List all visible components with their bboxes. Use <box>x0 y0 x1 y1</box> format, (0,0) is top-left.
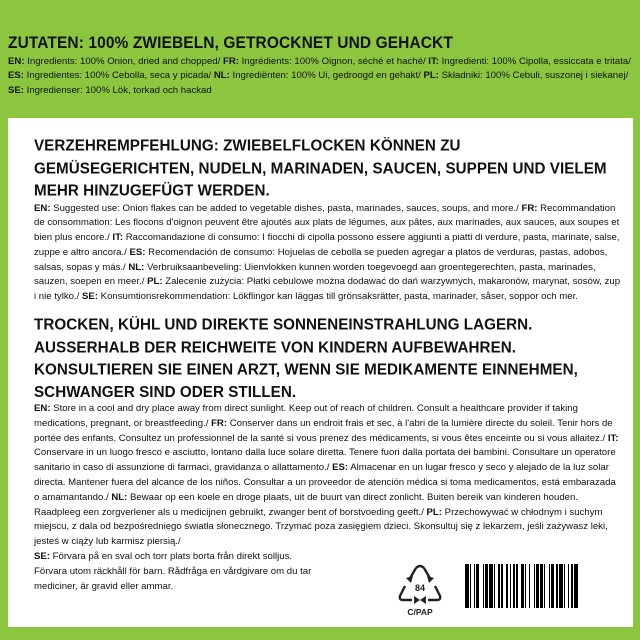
ingredients-es: Ingredientes: 100% Cebolla, seca y picada/ <box>24 70 214 82</box>
lang-code-en: EN: <box>34 202 51 214</box>
storage-se: Förvara på en sval och torr plats borta från direkt solljus. Förvara utom räckhåll för barn. Rådfråga en vårdgivare om du tar mediciner, är gravid eller ammar. <box>34 551 312 592</box>
lang-code-se: SE: <box>8 84 24 96</box>
lang-code-fr: FR: <box>521 202 538 214</box>
lang-code-en: EN: <box>8 56 25 67</box>
label-panel <box>8 118 633 627</box>
lang-code-nl: NL: <box>111 491 128 503</box>
storage-it: Conservare in un luogo fresco e asciutto, lontano dalla luce solare diretta. Tenere fuori dalla portata dei bambini. Consultare un operatore sanitario in caso di assunzione di farmaci, gravidanza o allattamento./ <box>34 447 616 474</box>
lang-code-pl: PL: <box>423 70 439 82</box>
usage-section <box>34 135 622 305</box>
usage-fr: Recommandation de consommation: Les flocons d'oignon peuvent être ajoutés aux plats de légumes, aux pâtes, aux marinades, aux sauces, aux soupes et bien plus encore./ <box>34 202 620 244</box>
ingredients-pl: Składniki: 100% Cebuli, suszonej i siekanej/ <box>438 70 629 82</box>
lang-code-nl: NL: <box>213 70 230 82</box>
usage-nl: Verbruiksaanbeveling: Uienvlokken kunnen worden toegevoegd aan groentegerechten, pasta, marinades, sauzen, soepen en meer./ <box>34 261 596 288</box>
usage-en: Suggested use: Onion flakes can be added to vegetable dishes, pasta, marinades, sauces, soups, and more./ <box>50 202 522 214</box>
lang-code-es: ES: <box>332 462 349 474</box>
ingredients-fr: Ingrédients: 100% Oignon, séché et haché/ <box>238 56 429 67</box>
lang-code-fr: FR: <box>222 56 239 67</box>
storage-en: Store in a cool and dry place away from direct sunlight. Keep out of reach of children. Consult a healthcare provider if taking medications, pregnant, or breastfeeding./ <box>34 403 578 429</box>
ingredients-en: Ingredients: 100% Onion, dried and chopped/ <box>24 56 223 67</box>
storage-section <box>34 314 622 594</box>
storage-es: Almacenar en un lugar fresco y seco y alejado de la luz solar directa. Mantener fuera del alcance de los niños. Consultar a un proveedor de atención médica si toma medicamentos, está embarazada o amamantando./ <box>34 462 616 503</box>
lang-code-pl: PL: <box>147 276 163 288</box>
barcode-gap <box>578 564 581 608</box>
storage-pl: Przechowywać w chłodnym i suchym miejscu, z dala od bezpośredniego światła słonecznego. Trzymać poza zasięgiem dzieci. Skonsultuj się z lekarzem, jeśli zażywasz leki, jesteś w ciąży lub karmisz piersią./ <box>34 506 608 548</box>
ingredients-section <box>0 0 640 118</box>
storage-nl: Bewaar op een koele en droge plaats, uit de buurt van direct zonlicht. Buiten bereik van kinderen houden. Raadpleeg een zorgverlener als u medicijnen gebruikt, zwanger bent of borstvoeding geeft./ <box>34 491 578 518</box>
recycle-label: C/PAP <box>407 607 433 617</box>
recycle-number: 84 <box>414 583 426 593</box>
recycling-triangle-icon <box>397 562 443 618</box>
lang-code-it: IT: <box>607 432 619 444</box>
storage-fr: Conserver dans un endroit frais et sec, à l'abri de la lumière directe du soleil. Tenir hors de portée des enfants. Consultez un professionnel de la santé si vous prenez des médicaments, si vous êtes enceinte ou si vous allaitez./ <box>34 417 613 444</box>
lang-code-nl: NL: <box>128 261 145 273</box>
lang-code-it: IT: <box>428 56 439 67</box>
lang-code-pl: PL: <box>426 506 442 518</box>
usage-it: Raccomandazione di consumo: I fiocchi di cipolla possono essere aggiunti a piatti di verdure, pasta, marinate, salse, zuppe e altro ancora./ <box>34 232 620 258</box>
ingredients-nl: Ingrediënten: 100% Ui, gedroogd en gehakt/ <box>229 70 424 82</box>
lang-code-es: ES: <box>129 246 146 258</box>
storage-se-block <box>34 550 324 594</box>
ingredients-translations <box>8 55 632 98</box>
lang-code-se: SE: <box>34 551 50 563</box>
barcode-icon <box>465 564 610 608</box>
usage-translations <box>34 202 622 306</box>
usage-title: VERZEHREMPFEHLUNG: ZWIEBELFLOCKEN KÖNNEN ZU GEMÜSEGERICHTEN, NUDELN, MARINADEN, SAUCEN, SUPPEN UND VIELEM MEHR HINZUGEFÜGT WERDEN. <box>34 137 607 200</box>
lang-code-en: EN: <box>34 403 51 415</box>
lang-code-it: IT: <box>112 232 124 244</box>
usage-se: Konsumtionsrekommendation: Lökflingor kan läggas till grönsaksrätter, pasta, marinader, såser, soppor och mer. <box>98 291 578 303</box>
lang-code-es: ES: <box>8 70 24 82</box>
ingredients-se: Ingredienser: 100% Lök, torkad och hackad <box>24 84 212 96</box>
ingredients-it: Ingredienti: 100% Cipolla, essiccata e tritata/ <box>438 56 631 67</box>
usage-pl: Zalecenie zużycia: Płatki cebulowe można dodawać do dań warzywnych, makaronów, marynat, sosów, zup i nie tylko./ <box>34 276 621 303</box>
ingredients-title: ZUTATEN: 100% ZWIEBELN, GETROCKNET UND GEHACKT <box>8 34 453 53</box>
usage-es: Recomendación de consumo: Hojuelas de cebolla se pueden agregar a platos de verduras, pastas, adobos, salsas, sopas y más./ <box>34 246 608 273</box>
storage-translations <box>34 402 622 550</box>
lang-code-fr: FR: <box>211 417 228 429</box>
lang-code-se: SE: <box>82 291 98 303</box>
storage-title: TROCKEN, KÜHL UND DIREKTE SONNENEINSTRAHLUNG LAGERN. AUSSERHALB DER REICHWEITE VON KINDERN AUFBEWAHREN. KONSULTIEREN SIE EINEN ARZT, WENN SIE MEDIKAMENTE EINNEHMEN, SCHWANGER SIND ODER STILLEN. <box>34 316 578 401</box>
